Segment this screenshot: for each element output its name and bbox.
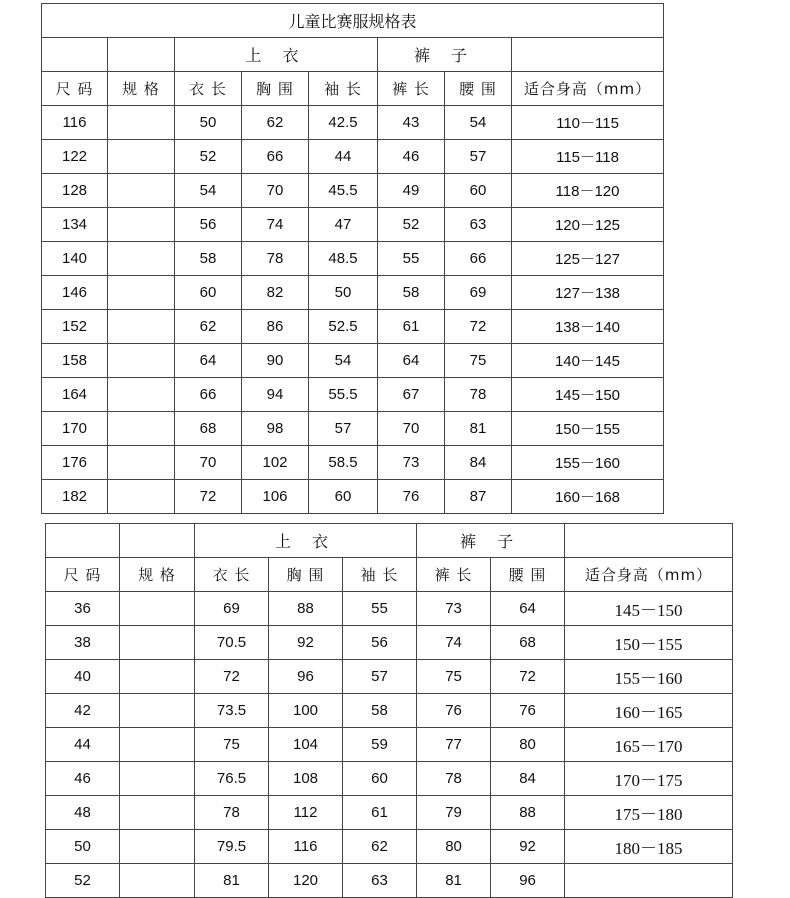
- cell-height-range: 138－140: [512, 310, 664, 344]
- cell-sleeve: 42.5: [309, 106, 378, 140]
- cell-pants-length: 61: [378, 310, 445, 344]
- cell-top-length: 54: [175, 174, 242, 208]
- header-size: 尺 码: [42, 72, 108, 106]
- cell-chest: 92: [269, 626, 343, 660]
- cell-pants-length: 73: [378, 446, 445, 480]
- cell-spec: [108, 174, 175, 208]
- cell-sleeve: 58.5: [309, 446, 378, 480]
- cell-spec: [120, 796, 195, 830]
- cell-sleeve: 48.5: [309, 242, 378, 276]
- cell-chest: 66: [242, 140, 309, 174]
- cell-chest: 90: [242, 344, 309, 378]
- table-row: [46, 592, 733, 626]
- cell-top-length: 68: [175, 412, 242, 446]
- cell-chest: 94: [242, 378, 309, 412]
- header-height: 适合身高（mm）: [512, 72, 664, 106]
- cell-size: 46: [46, 762, 120, 796]
- cell-pants-length: 64: [378, 344, 445, 378]
- cell-height-range: 175－180: [565, 796, 733, 830]
- cell-top-length: 52: [175, 140, 242, 174]
- cell-top-length: 50: [175, 106, 242, 140]
- cell-waist: 63: [445, 208, 512, 242]
- empty-header-cell: [108, 38, 175, 72]
- cell-pants-length: 43: [378, 106, 445, 140]
- table-row: [42, 310, 664, 344]
- cell-spec: [120, 626, 195, 660]
- cell-sleeve: 63: [343, 864, 417, 898]
- cell-pants-length: 49: [378, 174, 445, 208]
- cell-sleeve: 55.5: [309, 378, 378, 412]
- cell-pants-length: 77: [417, 728, 491, 762]
- cell-size: 36: [46, 592, 120, 626]
- cell-waist: 57: [445, 140, 512, 174]
- cell-pants-length: 80: [417, 830, 491, 864]
- cell-top-length: 56: [175, 208, 242, 242]
- cell-height-range: 118－120: [512, 174, 664, 208]
- cell-chest: 112: [269, 796, 343, 830]
- cell-size: 44: [46, 728, 120, 762]
- cell-waist: 88: [491, 796, 565, 830]
- table-row: [46, 694, 733, 728]
- cell-chest: 108: [269, 762, 343, 796]
- header-spec: 规 格: [120, 558, 195, 592]
- empty-header-cell: [565, 524, 733, 558]
- cell-size: 50: [46, 830, 120, 864]
- cell-spec: [120, 694, 195, 728]
- cell-waist: 76: [491, 694, 565, 728]
- cell-height-range: 127－138: [512, 276, 664, 310]
- cell-chest: 102: [242, 446, 309, 480]
- cell-top-length: 70: [175, 446, 242, 480]
- cell-height-range: 155－160: [512, 446, 664, 480]
- cell-spec: [108, 446, 175, 480]
- cell-size: 146: [42, 276, 108, 310]
- cell-top-length: 60: [175, 276, 242, 310]
- cell-spec: [120, 864, 195, 898]
- cell-waist: 78: [445, 378, 512, 412]
- cell-size: 42: [46, 694, 120, 728]
- cell-spec: [120, 728, 195, 762]
- table-row: [46, 796, 733, 830]
- cell-size: 182: [42, 480, 108, 514]
- cell-height-range: 120－125: [512, 208, 664, 242]
- cell-size: 164: [42, 378, 108, 412]
- cell-waist: 84: [491, 762, 565, 796]
- group-header-pants: 裤 子: [417, 524, 565, 558]
- cell-top-length: 73.5: [195, 694, 269, 728]
- table-row: [42, 242, 664, 276]
- table-row: [42, 106, 664, 140]
- header-chest: 胸 围: [242, 72, 309, 106]
- cell-height-range: 140－145: [512, 344, 664, 378]
- table-title-row: [42, 4, 664, 38]
- cell-waist: 81: [445, 412, 512, 446]
- empty-header-cell: [120, 524, 195, 558]
- cell-sleeve: 56: [343, 626, 417, 660]
- cell-height-range: 145－150: [512, 378, 664, 412]
- cell-spec: [120, 592, 195, 626]
- cell-height-range: 180－185: [565, 830, 733, 864]
- group-header-row: [42, 38, 664, 72]
- header-sleeve: 袖 长: [309, 72, 378, 106]
- adult-size-table: [45, 523, 733, 898]
- cell-spec: [108, 344, 175, 378]
- cell-pants-length: 74: [417, 626, 491, 660]
- header-spec: 规 格: [108, 72, 175, 106]
- cell-spec: [108, 412, 175, 446]
- header-pants-length: 裤 长: [378, 72, 445, 106]
- cell-top-length: 64: [175, 344, 242, 378]
- table-row: [46, 864, 733, 898]
- cell-height-range: 150－155: [512, 412, 664, 446]
- cell-chest: 88: [269, 592, 343, 626]
- cell-top-length: 69: [195, 592, 269, 626]
- cell-chest: 96: [269, 660, 343, 694]
- cell-sleeve: 50: [309, 276, 378, 310]
- cell-height-range: 115－118: [512, 140, 664, 174]
- cell-pants-length: 70: [378, 412, 445, 446]
- table-row: [42, 446, 664, 480]
- cell-pants-length: 79: [417, 796, 491, 830]
- cell-top-length: 70.5: [195, 626, 269, 660]
- cell-top-length: 76.5: [195, 762, 269, 796]
- cell-pants-length: 55: [378, 242, 445, 276]
- cell-sleeve: 60: [343, 762, 417, 796]
- cell-spec: [108, 480, 175, 514]
- cell-sleeve: 57: [343, 660, 417, 694]
- cell-waist: 60: [445, 174, 512, 208]
- group-header-pants: 裤 子: [378, 38, 512, 72]
- header-top-length: 衣 长: [175, 72, 242, 106]
- cell-sleeve: 59: [343, 728, 417, 762]
- cell-waist: 69: [445, 276, 512, 310]
- cell-sleeve: 58: [343, 694, 417, 728]
- cell-pants-length: 46: [378, 140, 445, 174]
- cell-pants-length: 52: [378, 208, 445, 242]
- cell-pants-length: 78: [417, 762, 491, 796]
- cell-waist: 80: [491, 728, 565, 762]
- header-pants-length: 裤 长: [417, 558, 491, 592]
- cell-size: 116: [42, 106, 108, 140]
- cell-pants-length: 81: [417, 864, 491, 898]
- cell-spec: [108, 140, 175, 174]
- cell-pants-length: 58: [378, 276, 445, 310]
- table-row: [46, 626, 733, 660]
- cell-chest: 100: [269, 694, 343, 728]
- cell-size: 52: [46, 864, 120, 898]
- table-row: [42, 174, 664, 208]
- cell-chest: 74: [242, 208, 309, 242]
- empty-header-cell: [512, 38, 664, 72]
- cell-size: 176: [42, 446, 108, 480]
- cell-waist: 72: [491, 660, 565, 694]
- cell-waist: 87: [445, 480, 512, 514]
- cell-sleeve: 55: [343, 592, 417, 626]
- table-row: [42, 480, 664, 514]
- cell-height-range: 110－115: [512, 106, 664, 140]
- header-height: 适合身高（mm）: [565, 558, 733, 592]
- table-row: [46, 830, 733, 864]
- cell-pants-length: 73: [417, 592, 491, 626]
- header-chest: 胸 围: [269, 558, 343, 592]
- cell-spec: [108, 106, 175, 140]
- cell-top-length: 72: [195, 660, 269, 694]
- table-row: [42, 412, 664, 446]
- table-row: [46, 728, 733, 762]
- cell-size: 40: [46, 660, 120, 694]
- cell-pants-length: 76: [378, 480, 445, 514]
- cell-pants-length: 67: [378, 378, 445, 412]
- cell-size: 170: [42, 412, 108, 446]
- cell-sleeve: 60: [309, 480, 378, 514]
- cell-size: 48: [46, 796, 120, 830]
- cell-chest: 98: [242, 412, 309, 446]
- cell-chest: 104: [269, 728, 343, 762]
- cell-waist: 92: [491, 830, 565, 864]
- cell-height-range: 150－155: [565, 626, 733, 660]
- cell-top-length: 75: [195, 728, 269, 762]
- cell-chest: 70: [242, 174, 309, 208]
- cell-size: 152: [42, 310, 108, 344]
- cell-height-range: 125－127: [512, 242, 664, 276]
- header-waist: 腰 围: [445, 72, 512, 106]
- cell-spec: [108, 378, 175, 412]
- cell-top-length: 79.5: [195, 830, 269, 864]
- cell-sleeve: 61: [343, 796, 417, 830]
- cell-top-length: 62: [175, 310, 242, 344]
- group-header-top: 上 衣: [195, 524, 417, 558]
- cell-height-range: 145－150: [565, 592, 733, 626]
- empty-header-cell: [42, 38, 108, 72]
- cell-waist: 68: [491, 626, 565, 660]
- cell-waist: 84: [445, 446, 512, 480]
- group-header-top: 上 衣: [175, 38, 378, 72]
- cell-waist: 64: [491, 592, 565, 626]
- cell-waist: 96: [491, 864, 565, 898]
- group-header-row: [46, 524, 733, 558]
- table-title: 儿童比赛服规格表: [42, 4, 664, 38]
- cell-top-length: 66: [175, 378, 242, 412]
- column-header-row: [42, 72, 664, 106]
- cell-height-range: 165－170: [565, 728, 733, 762]
- cell-height-range: 160－168: [512, 480, 664, 514]
- cell-size: 134: [42, 208, 108, 242]
- empty-header-cell: [46, 524, 120, 558]
- cell-sleeve: 47: [309, 208, 378, 242]
- header-size: 尺 码: [46, 558, 120, 592]
- cell-sleeve: 45.5: [309, 174, 378, 208]
- cell-pants-length: 75: [417, 660, 491, 694]
- cell-height-range: [565, 864, 733, 898]
- cell-waist: 66: [445, 242, 512, 276]
- cell-chest: 116: [269, 830, 343, 864]
- cell-height-range: 160－165: [565, 694, 733, 728]
- cell-height-range: 170－175: [565, 762, 733, 796]
- cell-top-length: 72: [175, 480, 242, 514]
- header-waist: 腰 围: [491, 558, 565, 592]
- cell-top-length: 58: [175, 242, 242, 276]
- cell-size: 38: [46, 626, 120, 660]
- cell-chest: 120: [269, 864, 343, 898]
- table-row: [42, 276, 664, 310]
- cell-spec: [108, 242, 175, 276]
- cell-chest: 86: [242, 310, 309, 344]
- cell-spec: [120, 830, 195, 864]
- cell-sleeve: 52.5: [309, 310, 378, 344]
- kids-competition-size-table: [41, 3, 664, 514]
- cell-waist: 54: [445, 106, 512, 140]
- cell-height-range: 155－160: [565, 660, 733, 694]
- header-top-length: 衣 长: [195, 558, 269, 592]
- cell-size: 122: [42, 140, 108, 174]
- cell-waist: 72: [445, 310, 512, 344]
- table-row: [42, 208, 664, 242]
- cell-top-length: 81: [195, 864, 269, 898]
- cell-size: 158: [42, 344, 108, 378]
- header-sleeve: 袖 长: [343, 558, 417, 592]
- cell-sleeve: 57: [309, 412, 378, 446]
- cell-spec: [108, 276, 175, 310]
- table-row: [42, 344, 664, 378]
- cell-chest: 78: [242, 242, 309, 276]
- cell-spec: [108, 208, 175, 242]
- cell-sleeve: 54: [309, 344, 378, 378]
- cell-sleeve: 62: [343, 830, 417, 864]
- cell-spec: [120, 660, 195, 694]
- table-row: [42, 140, 664, 174]
- column-header-row: [46, 558, 733, 592]
- cell-pants-length: 76: [417, 694, 491, 728]
- table-row: [46, 762, 733, 796]
- cell-top-length: 78: [195, 796, 269, 830]
- table-row: [46, 660, 733, 694]
- cell-chest: 82: [242, 276, 309, 310]
- cell-spec: [108, 310, 175, 344]
- cell-size: 128: [42, 174, 108, 208]
- cell-chest: 62: [242, 106, 309, 140]
- cell-chest: 106: [242, 480, 309, 514]
- cell-sleeve: 44: [309, 140, 378, 174]
- cell-waist: 75: [445, 344, 512, 378]
- cell-size: 140: [42, 242, 108, 276]
- cell-spec: [120, 762, 195, 796]
- table-row: [42, 378, 664, 412]
